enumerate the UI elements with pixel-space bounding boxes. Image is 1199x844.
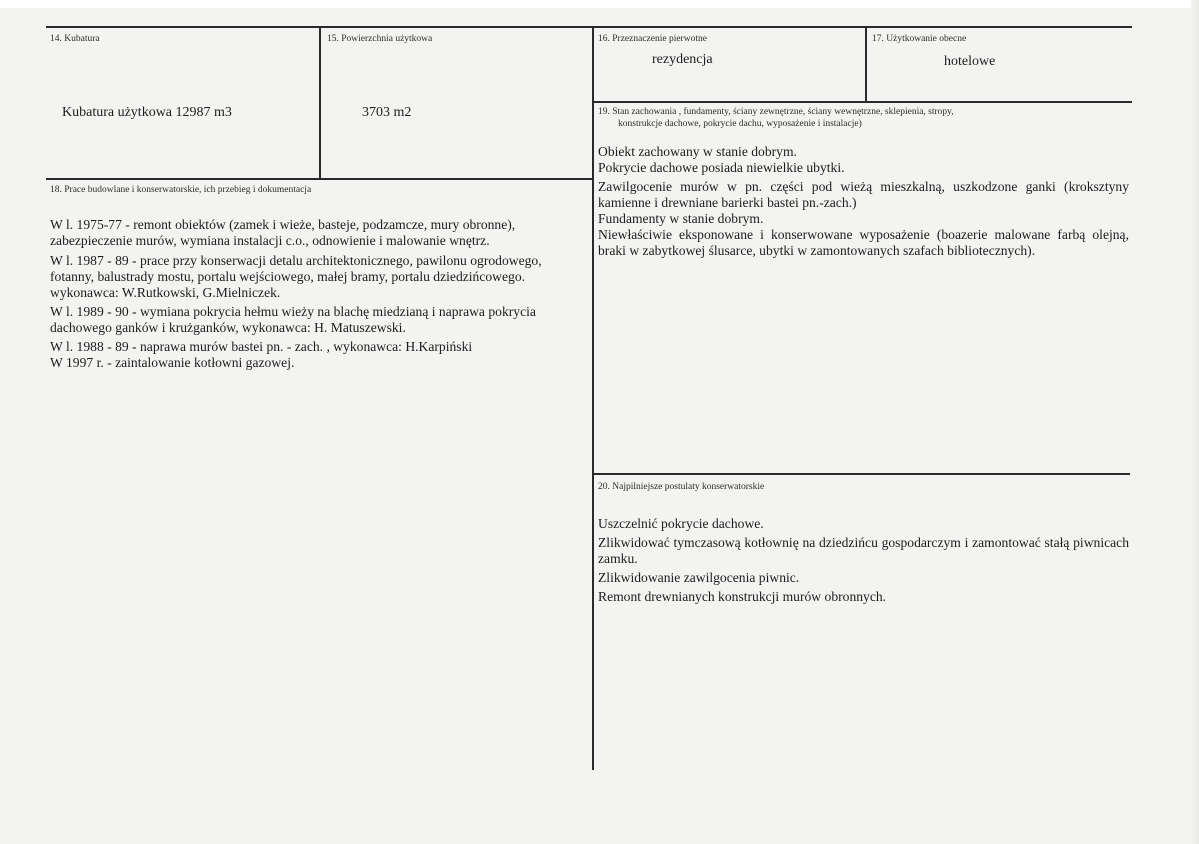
box18-entry: W l. 1987 - 89 - prace przy konserwacji detalu architektonicznego, pawilonu ogrodowego, fotanny, balustrady mostu, portalu wejściowego, małej bramy, portalu dziedzińcowego. wykonawca: W.Rutkowski, G.Mielniczek. — [50, 253, 542, 300]
box16-label: 16. Przeznaczenie pierwotne — [598, 34, 707, 44]
box18-label: 18. Prace budowlane i konserwatorskie, ich przebieg i dokumentacja — [50, 185, 312, 195]
box18-text — [50, 217, 575, 371]
rule-box19-bottom — [593, 473, 1130, 475]
box19-text — [598, 144, 1129, 259]
box20-text — [598, 516, 1129, 608]
rule-top — [46, 26, 1132, 28]
box19-entry: Obiekt zachowany w stanie dobrym. — [598, 144, 797, 159]
box15-value: 3703 m2 — [362, 105, 412, 120]
box18-entry: W 1997 r. - zaintalowanie kotłowni gazowej. — [50, 355, 295, 370]
box19-entry: Zawilgocenie murów w pn. części pod wieżą mieszkalną, uszkodzone ganki (kroksztyny kamienne i drewniane barierki bastei pn.-zach.) — [598, 179, 1129, 210]
right-edge-shadow — [1191, 0, 1199, 844]
box15-label: 15. Powierzchnia użytkowa — [327, 34, 433, 44]
box19-entry: Fundamenty w stanie dobrym. — [598, 211, 764, 226]
rule-box14-right — [319, 26, 321, 179]
top-margin — [0, 0, 1199, 8]
rule-box16-bottom — [593, 101, 1132, 103]
box14-value: Kubatura użytkowa 12987 m3 — [62, 105, 232, 120]
box20-label: 20. Najpilniejsze postulaty konserwatorskie — [598, 482, 765, 492]
box20-entry: Zlikwidować tymczasową kotłownię na dziedzińcu gospodarczym i zamontować stałą piwnicach zamku. — [598, 535, 1129, 566]
box14-label: 14. Kubatura — [50, 34, 100, 44]
box18-entry: W l. 1988 - 89 - naprawa murów bastei pn. - zach. , wykonawca: H.Karpiński — [50, 339, 473, 354]
box16-value: rezydencja — [652, 52, 713, 67]
box19-label-line2: konstrukcje dachowe, pokrycie dachu, wyposażenie i instalacje) — [618, 119, 862, 129]
box19-entry: Niewłaściwie eksponowane i konserwowane wyposażenie (boazerie malowane farbą olejną, braki w zabytkowej ślusarce, ubytki w zamontowanych szafach bibliotecznych). — [598, 227, 1129, 258]
box19-label-line1: 19. Stan zachowania , fundamenty, ściany zewnętrzne, ściany wewnętrzne, sklepienia, stropy, — [598, 107, 954, 117]
box17-label: 17. Użytkowanie obecne — [872, 34, 967, 44]
box17-value: hotelowe — [944, 54, 996, 69]
box18-entry: W l. 1975-77 - remont obiektów (zamek i wieże, basteje, podzamcze, mury obronne), zabezpieczenie murów, wymiana instalacji c.o., odnowienie i malowanie wnętrz. — [50, 217, 516, 248]
box18-entry: W l. 1989 - 90 - wymiana pokrycia hełmu wieży na blachę miedzianą i naprawa pokrycia dachowego ganków i krużganków, wykonawca: H. Matuszewski. — [50, 304, 536, 335]
box20-entry: Remont drewnianych konstrukcji murów obronnych. — [598, 589, 887, 604]
rule-box16-right — [865, 26, 867, 103]
box19-entry: Pokrycie dachowe posiada niewielkie ubytki. — [598, 160, 845, 175]
rule-center-vertical — [592, 26, 594, 770]
box20-entry: Zlikwidowanie zawilgocenia piwnic. — [598, 570, 800, 585]
box20-entry: Uszczelnić pokrycie dachowe. — [598, 516, 764, 531]
